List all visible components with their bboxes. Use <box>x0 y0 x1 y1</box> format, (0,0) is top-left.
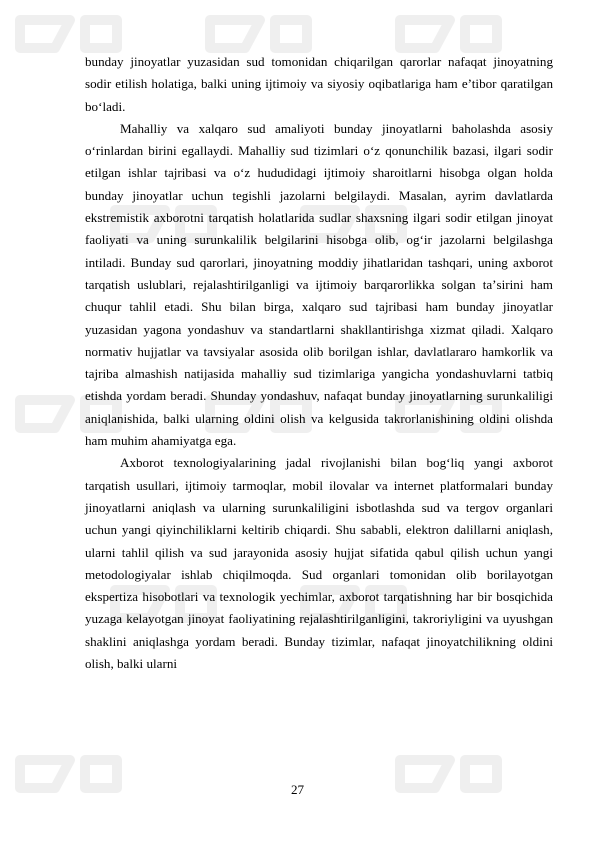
watermark-mark <box>20 20 117 48</box>
document-body <box>85 51 553 675</box>
page-number: 27 <box>290 782 305 797</box>
paragraph-information-technologies: Axborot texnologiyalarining jadal rivojlanishi bilan bog‘liq yangi axborot tarqatish usullari, ijtimoiy tarmoqlar, mobil ilovalar va internet platformalari bunday jinoyatlarni aniqlash va ularning surunkaliligini isbotlashda sud va tergov organlari uchun yangi qiyinchiliklarni keltirib chiqardi. Shu sababli, elektron dalillarni aniqlash, ularni tahlil qilish va sud jarayonida asosiy hujjat sifatida qabul qilish uchun yangi metodologiyalar ishlab chiqilmoqda. Sud organlari tomonidan olib borilayotgan ekspertiza hisobotlari va texnologik yechimlar, axborot tarqatishning har bir bosqichida yuzaga kelayotgan jinoyat faoliyatining rejalashtirilganligini, takroriyligini va uyushgan shaklini aniqlashga yordam beradi. Bunday tizimlar, nafaqat jinoyatchilikning oldini olish, balki ularni <box>85 455 553 672</box>
paragraph-court-practice: Mahalliy va xalqaro sud amaliyoti bunday jinoyatlarni baholashda asosiy o‘rinlardan birini egallaydi. Mahalliy sud tizimlari o‘z qonunchilik bazasi, ilgari sodir etilgan ishlar tajribasi va o‘z hududidagi ijtimoiy sharoitlarni hisobga olgan holda bunday jinoyatlar uchun tegishli jazolarni belgilaydi. Masalan, ayrim davlatlarda ekstremistik axborotni tarqatish holatlarida sudlar shaxsning ilgari sodir etilgan jinoyat faoliyati va uning surunkalilik belgilarini hisobga olib, og‘ir jazolarni belgilashga intiladi. Bunday sud qarorlari, jinoyatning moddiy jihatlaridan tashqari, uning axborot tarqatish uslublari, rejalashtirilganligi va ijtimoiy barqarorlikka solgan taʼsirini ham chuqur tahlil etadi. Shu bilan birga, xalqaro sud tajribasi ham bunday jinoyatlar yuzasidan yagona yondashuv va standartlarni shakllantirishga xizmat qiladi. Xalqaro normativ hujjatlar va tavsiyalar asosida olib borilgan ishlar, davlatlararo hamkorlik va tajriba almashish natijasida mahalliy sud tizimlariga yangicha yondashuvlarni tatbiq etishda yordam beradi. Shunday yondashuv, nafaqat bunday jinoyatlarning surunkaliligi aniqlanishida, balki ularning oldini olish va kelgusida takrorlanishining oldini olishda ham muhim ahamiyatga ega. <box>85 120 553 449</box>
watermark-mark <box>400 20 497 48</box>
watermark-mark <box>210 20 307 48</box>
paragraph-continuation: bunday jinoyatlar yuzasidan sud tomonidan chiqarilgan qarorlar nafaqat jinoyatning sodir etilish holatiga, balki uning ijtimoiy va siyosiy oqibatlariga ham e’tibor qaratilgan bo‘ladi. <box>85 54 553 114</box>
